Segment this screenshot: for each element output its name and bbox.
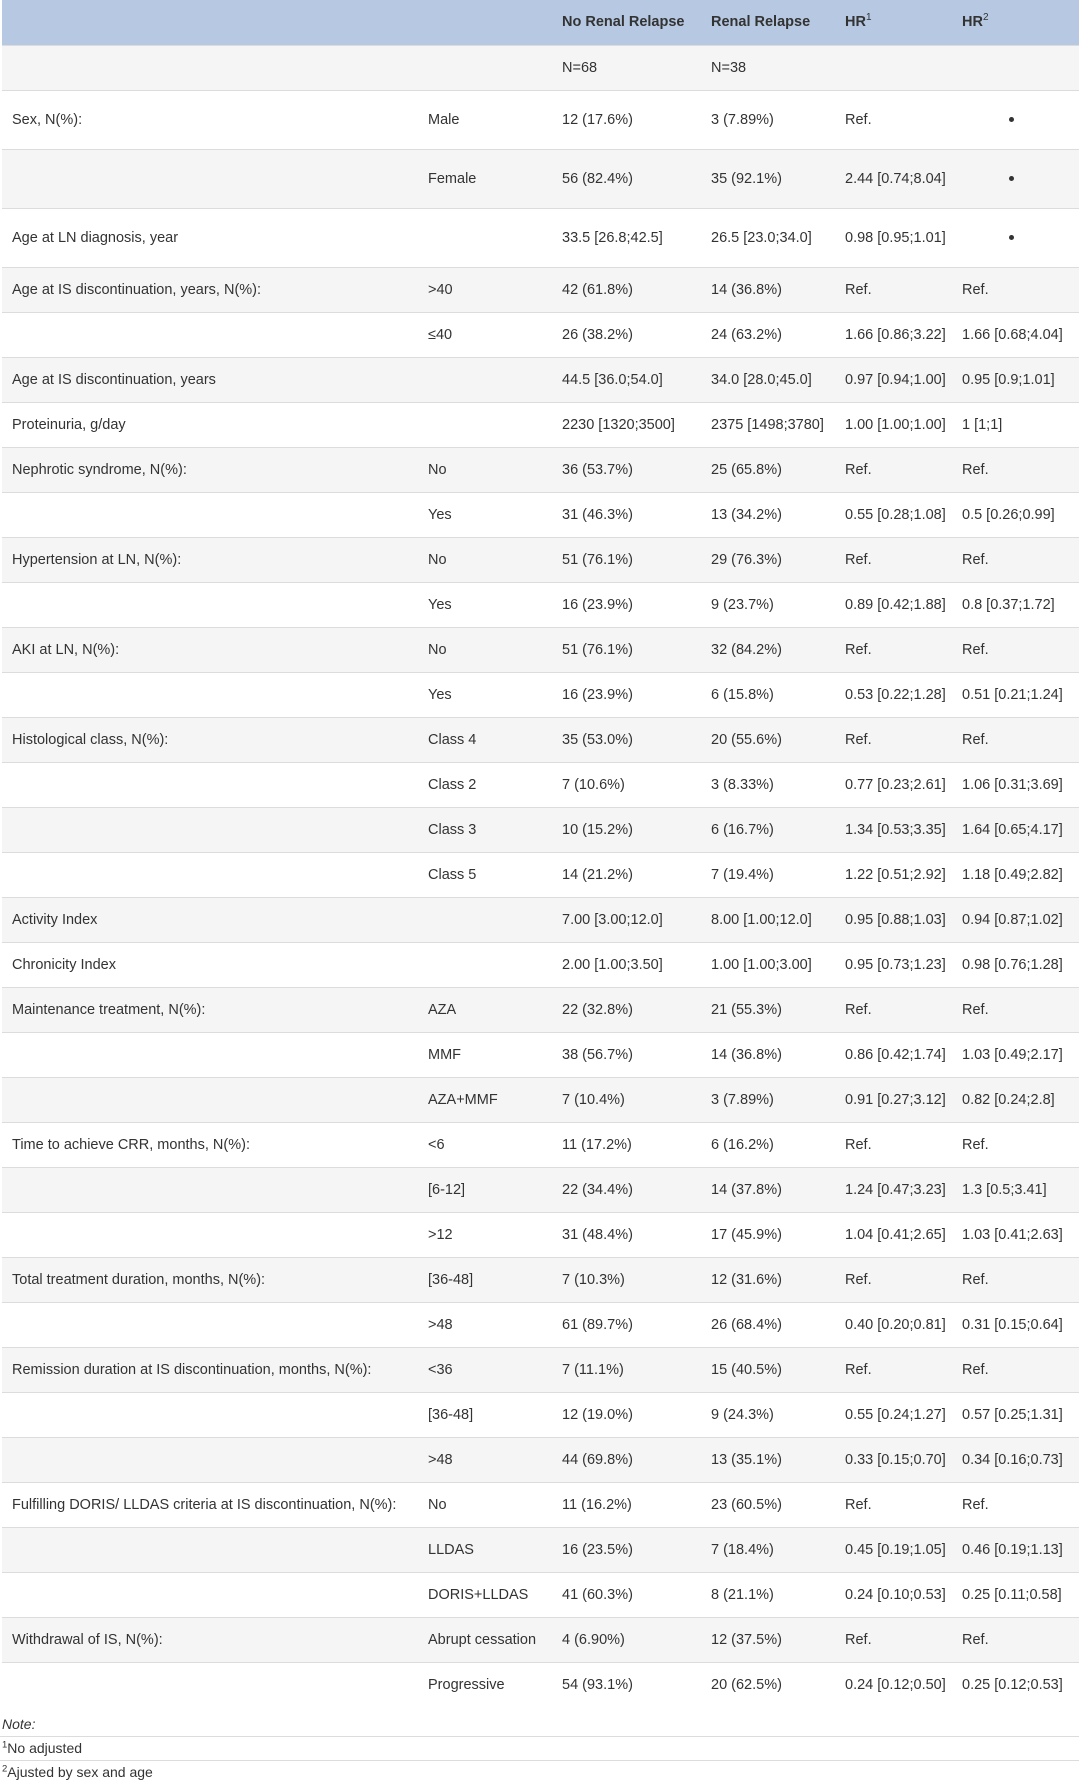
cell-no-renal-relapse: 41 (60.3%): [552, 1572, 701, 1617]
table-row: [2, 852, 1079, 897]
cell-hr2: Ref.: [952, 447, 1079, 492]
cell-hr2: [952, 90, 1079, 149]
cell-variable: [2, 149, 418, 208]
cell-no-renal-relapse: 7 (11.1%): [552, 1347, 701, 1392]
cell-variable: Withdrawal of IS, N(%):: [2, 1617, 418, 1662]
table-row: [2, 267, 1079, 312]
cell-renal-relapse: 32 (84.2%): [701, 627, 835, 672]
cell-variable: Age at LN diagnosis, year: [2, 208, 418, 267]
bullet-marker: [1009, 117, 1014, 122]
cell-no-renal-relapse: 42 (61.8%): [552, 267, 701, 312]
cell-hr2: 1.03 [0.41;2.63]: [952, 1212, 1079, 1257]
cell-no-renal-relapse: 16 (23.9%): [552, 672, 701, 717]
cell-renal-relapse: 13 (35.1%): [701, 1437, 835, 1482]
cell-level: No: [418, 1482, 552, 1527]
cell-hr2: Ref.: [952, 987, 1079, 1032]
cell-hr1: 0.45 [0.19;1.05]: [835, 1527, 952, 1572]
cell-no-renal-relapse: 7 (10.6%): [552, 762, 701, 807]
cell-variable: [2, 312, 418, 357]
table-row: [2, 447, 1079, 492]
table-row: [2, 492, 1079, 537]
cell-hr1: 0.97 [0.94;1.00]: [835, 357, 952, 402]
table-row: [2, 1437, 1079, 1482]
table-row: [2, 1347, 1079, 1392]
bullet-marker: [1009, 176, 1014, 181]
cell-no-renal-relapse: 51 (76.1%): [552, 627, 701, 672]
cell-renal-relapse: 17 (45.9%): [701, 1212, 835, 1257]
cell-variable: Sex, N(%):: [2, 90, 418, 149]
cell-renal-relapse: 20 (55.6%): [701, 717, 835, 762]
cell-hr1: 0.95 [0.88;1.03]: [835, 897, 952, 942]
footnote-1-marker: 1: [2, 1739, 8, 1751]
table-row: [2, 1212, 1079, 1257]
table-row: [2, 762, 1079, 807]
cell-level: No: [418, 537, 552, 582]
table-row: [2, 45, 1079, 90]
cell-hr1: 0.55 [0.28;1.08]: [835, 492, 952, 537]
header-hr2-text: HR: [962, 14, 983, 31]
cell-level: Yes: [418, 492, 552, 537]
table-row: [2, 1167, 1079, 1212]
cell-no-renal-relapse: 2.00 [1.00;3.50]: [552, 942, 701, 987]
cell-no-renal-relapse: 26 (38.2%): [552, 312, 701, 357]
cell-variable: [2, 1527, 418, 1572]
cell-renal-relapse: 34.0 [28.0;45.0]: [701, 357, 835, 402]
table-row: [2, 1392, 1079, 1437]
cell-level: >40: [418, 267, 552, 312]
cell-no-renal-relapse: 44 (69.8%): [552, 1437, 701, 1482]
cell-level: Class 4: [418, 717, 552, 762]
cell-renal-relapse: 14 (37.8%): [701, 1167, 835, 1212]
table-row: [2, 537, 1079, 582]
cell-hr2: 1.3 [0.5;3.41]: [952, 1167, 1079, 1212]
cell-renal-relapse: 14 (36.8%): [701, 267, 835, 312]
cell-variable: [2, 852, 418, 897]
cell-no-renal-relapse: 31 (48.4%): [552, 1212, 701, 1257]
table-row: [2, 1257, 1079, 1302]
cell-hr1: Ref.: [835, 1617, 952, 1662]
cell-hr1: 0.24 [0.10;0.53]: [835, 1572, 952, 1617]
cell-hr2: 0.82 [0.24;2.8]: [952, 1077, 1079, 1122]
cell-level: [418, 897, 552, 942]
cell-level: Yes: [418, 582, 552, 627]
table-row: [2, 897, 1079, 942]
cell-variable: [2, 1212, 418, 1257]
cell-level: [6-12]: [418, 1167, 552, 1212]
cell-level: AZA: [418, 987, 552, 1032]
cell-variable: [2, 1302, 418, 1347]
cell-hr1: Ref.: [835, 1482, 952, 1527]
cell-variable: Maintenance treatment, N(%):: [2, 987, 418, 1032]
cell-hr1: Ref.: [835, 717, 952, 762]
cell-no-renal-relapse: 11 (16.2%): [552, 1482, 701, 1527]
cell-hr2: 0.25 [0.11;0.58]: [952, 1572, 1079, 1617]
cell-no-renal-relapse: 12 (17.6%): [552, 90, 701, 149]
cell-variable: Fulfilling DORIS/ LLDAS criteria at IS discontinuation, N(%):: [2, 1482, 418, 1527]
header-hr1-text: HR: [845, 14, 866, 31]
footnote-1: [0, 1736, 1079, 1760]
cell-hr1: Ref.: [835, 447, 952, 492]
cell-no-renal-relapse: 36 (53.7%): [552, 447, 701, 492]
table-row: [2, 672, 1079, 717]
header-variable: [2, 0, 418, 45]
cell-variable: [2, 1077, 418, 1122]
cell-hr1: Ref.: [835, 267, 952, 312]
header-renal-relapse: Renal Relapse: [711, 14, 811, 31]
cell-no-renal-relapse: 56 (82.4%): [552, 149, 701, 208]
cell-hr2: 1.18 [0.49;2.82]: [952, 852, 1079, 897]
cell-hr2: Ref.: [952, 1347, 1079, 1392]
table-row: [2, 807, 1079, 852]
cell-renal-relapse: 20 (62.5%): [701, 1662, 835, 1707]
cell-no-renal-relapse: N=68: [552, 45, 701, 90]
cell-variable: Activity Index: [2, 897, 418, 942]
cell-variable: [2, 672, 418, 717]
header-hr2: [952, 0, 1079, 45]
table-row: [2, 357, 1079, 402]
cell-renal-relapse: 15 (40.5%): [701, 1347, 835, 1392]
cell-renal-relapse: 8 (21.1%): [701, 1572, 835, 1617]
cell-level: ≤40: [418, 312, 552, 357]
cell-hr2: 0.31 [0.15;0.64]: [952, 1302, 1079, 1347]
cell-level: No: [418, 447, 552, 492]
header-hr1-sup: 1: [865, 12, 872, 24]
cell-renal-relapse: 2375 [1498;3780]: [701, 402, 835, 447]
note-label-line: [0, 1713, 1079, 1736]
cell-hr2: 0.95 [0.9;1.01]: [952, 357, 1079, 402]
table-row: [2, 1302, 1079, 1347]
cell-renal-relapse: 26 (68.4%): [701, 1302, 835, 1347]
cell-level: Class 5: [418, 852, 552, 897]
cell-hr2: Ref.: [952, 1482, 1079, 1527]
cell-hr1: 0.95 [0.73;1.23]: [835, 942, 952, 987]
cell-renal-relapse: 25 (65.8%): [701, 447, 835, 492]
footnote-2-text: Ajusted by sex and age: [7, 1764, 153, 1780]
results-table: [2, 0, 1079, 1707]
cell-level: <36: [418, 1347, 552, 1392]
cell-hr1: 0.53 [0.22;1.28]: [835, 672, 952, 717]
footnote-1-text: No adjusted: [7, 1740, 83, 1756]
table-row: [2, 1032, 1079, 1077]
cell-level: [418, 45, 552, 90]
cell-hr2: [952, 45, 1079, 90]
cell-hr1: 0.55 [0.24;1.27]: [835, 1392, 952, 1437]
header-no-renal-relapse: No Renal Relapse: [562, 14, 685, 31]
cell-level: LLDAS: [418, 1527, 552, 1572]
table-row: [2, 1122, 1079, 1167]
cell-no-renal-relapse: 31 (46.3%): [552, 492, 701, 537]
cell-variable: Remission duration at IS discontinuation, months, N(%):: [2, 1347, 418, 1392]
cell-renal-relapse: 23 (60.5%): [701, 1482, 835, 1527]
table-row: [2, 582, 1079, 627]
cell-level: [418, 357, 552, 402]
cell-variable: [2, 1572, 418, 1617]
cell-level: Yes: [418, 672, 552, 717]
cell-renal-relapse: 24 (63.2%): [701, 312, 835, 357]
cell-level: [418, 942, 552, 987]
cell-hr2: 1.03 [0.49;2.17]: [952, 1032, 1079, 1077]
table-row: [2, 1482, 1079, 1527]
header-level: [418, 0, 552, 45]
cell-hr2: 1.64 [0.65;4.17]: [952, 807, 1079, 852]
header-row: [2, 0, 1079, 45]
table-notes: [0, 1713, 1079, 1784]
cell-renal-relapse: 8.00 [1.00;12.0]: [701, 897, 835, 942]
cell-no-renal-relapse: 7.00 [3.00;12.0]: [552, 897, 701, 942]
cell-hr2: Ref.: [952, 717, 1079, 762]
cell-hr1: Ref.: [835, 987, 952, 1032]
cell-hr1: 1.00 [1.00;1.00]: [835, 402, 952, 447]
cell-variable: Histological class, N(%):: [2, 717, 418, 762]
cell-renal-relapse: 6 (15.8%): [701, 672, 835, 717]
cell-variable: Chronicity Index: [2, 942, 418, 987]
cell-level: Male: [418, 90, 552, 149]
cell-hr1: 1.22 [0.51;2.92]: [835, 852, 952, 897]
table-row: [2, 149, 1079, 208]
cell-hr2: 0.57 [0.25;1.31]: [952, 1392, 1079, 1437]
cell-level: [36-48]: [418, 1392, 552, 1437]
cell-hr1: Ref.: [835, 627, 952, 672]
cell-hr1: 0.98 [0.95;1.01]: [835, 208, 952, 267]
table-row: [2, 987, 1079, 1032]
cell-variable: Age at IS discontinuation, years: [2, 357, 418, 402]
cell-renal-relapse: 9 (24.3%): [701, 1392, 835, 1437]
footnote-2-marker: 2: [2, 1763, 8, 1775]
cell-variable: [2, 1032, 418, 1077]
cell-hr2: 0.46 [0.19;1.13]: [952, 1527, 1079, 1572]
table-row: [2, 90, 1079, 149]
cell-level: [418, 208, 552, 267]
cell-level: AZA+MMF: [418, 1077, 552, 1122]
cell-variable: [2, 582, 418, 627]
cell-renal-relapse: 7 (18.4%): [701, 1527, 835, 1572]
header-hr1: [835, 0, 952, 45]
cell-no-renal-relapse: 22 (32.8%): [552, 987, 701, 1032]
cell-no-renal-relapse: 61 (89.7%): [552, 1302, 701, 1347]
cell-hr1: [835, 45, 952, 90]
table-row: [2, 1617, 1079, 1662]
cell-hr1: Ref.: [835, 1257, 952, 1302]
cell-no-renal-relapse: 14 (21.2%): [552, 852, 701, 897]
cell-no-renal-relapse: 51 (76.1%): [552, 537, 701, 582]
cell-variable: [2, 1662, 418, 1707]
cell-variable: [2, 492, 418, 537]
cell-renal-relapse: 12 (37.5%): [701, 1617, 835, 1662]
cell-no-renal-relapse: 10 (15.2%): [552, 807, 701, 852]
cell-level: Female: [418, 149, 552, 208]
cell-hr2: 0.34 [0.16;0.73]: [952, 1437, 1079, 1482]
cell-hr1: 1.66 [0.86;3.22]: [835, 312, 952, 357]
cell-level: >48: [418, 1302, 552, 1347]
cell-renal-relapse: 7 (19.4%): [701, 852, 835, 897]
cell-variable: Age at IS discontinuation, years, N(%):: [2, 267, 418, 312]
cell-renal-relapse: 1.00 [1.00;3.00]: [701, 942, 835, 987]
table-row: [2, 402, 1079, 447]
cell-renal-relapse: 6 (16.7%): [701, 807, 835, 852]
cell-hr2: Ref.: [952, 537, 1079, 582]
cell-variable: Total treatment duration, months, N(%):: [2, 1257, 418, 1302]
table-header: [2, 0, 1079, 45]
cell-no-renal-relapse: 16 (23.5%): [552, 1527, 701, 1572]
cell-hr1: 0.86 [0.42;1.74]: [835, 1032, 952, 1077]
cell-variable: Time to achieve CRR, months, N(%):: [2, 1122, 418, 1167]
cell-renal-relapse: 21 (55.3%): [701, 987, 835, 1032]
cell-hr1: Ref.: [835, 1122, 952, 1167]
cell-hr2: Ref.: [952, 627, 1079, 672]
cell-hr1: 0.91 [0.27;3.12]: [835, 1077, 952, 1122]
cell-level: <6: [418, 1122, 552, 1167]
cell-hr1: 0.40 [0.20;0.81]: [835, 1302, 952, 1347]
cell-variable: Hypertension at LN, N(%):: [2, 537, 418, 582]
cell-hr1: 1.34 [0.53;3.35]: [835, 807, 952, 852]
cell-level: >48: [418, 1437, 552, 1482]
cell-renal-relapse: 14 (36.8%): [701, 1032, 835, 1077]
cell-variable: [2, 1167, 418, 1212]
cell-no-renal-relapse: 54 (93.1%): [552, 1662, 701, 1707]
cell-renal-relapse: 6 (16.2%): [701, 1122, 835, 1167]
cell-hr1: Ref.: [835, 537, 952, 582]
cell-hr2: 0.5 [0.26;0.99]: [952, 492, 1079, 537]
cell-variable: [2, 1437, 418, 1482]
cell-hr1: Ref.: [835, 90, 952, 149]
cell-level: No: [418, 627, 552, 672]
cell-hr2: Ref.: [952, 267, 1079, 312]
cell-hr1: Ref.: [835, 1347, 952, 1392]
cell-hr1: 0.89 [0.42;1.88]: [835, 582, 952, 627]
cell-hr1: 0.33 [0.15;0.70]: [835, 1437, 952, 1482]
cell-variable: AKI at LN, N(%):: [2, 627, 418, 672]
cell-renal-relapse: 3 (8.33%): [701, 762, 835, 807]
cell-renal-relapse: 26.5 [23.0;34.0]: [701, 208, 835, 267]
cell-no-renal-relapse: 4 (6.90%): [552, 1617, 701, 1662]
cell-variable: Nephrotic syndrome, N(%):: [2, 447, 418, 492]
table-row: [2, 717, 1079, 762]
cell-variable: Proteinuria, g/day: [2, 402, 418, 447]
cell-hr1: 0.24 [0.12;0.50]: [835, 1662, 952, 1707]
cell-no-renal-relapse: 38 (56.7%): [552, 1032, 701, 1077]
cell-renal-relapse: 9 (23.7%): [701, 582, 835, 627]
cell-hr1: 2.44 [0.74;8.04]: [835, 149, 952, 208]
cell-hr2: 1.06 [0.31;3.69]: [952, 762, 1079, 807]
cell-no-renal-relapse: 7 (10.3%): [552, 1257, 701, 1302]
cell-hr2: 0.51 [0.21;1.24]: [952, 672, 1079, 717]
cell-no-renal-relapse: 7 (10.4%): [552, 1077, 701, 1122]
cell-level: Abrupt cessation: [418, 1617, 552, 1662]
cell-hr2: Ref.: [952, 1257, 1079, 1302]
table-row: [2, 1662, 1079, 1707]
cell-hr2: [952, 208, 1079, 267]
cell-level: [418, 402, 552, 447]
note-label: Note:: [2, 1716, 36, 1732]
cell-no-renal-relapse: 35 (53.0%): [552, 717, 701, 762]
table-row: [2, 1527, 1079, 1572]
cell-hr2: 0.8 [0.37;1.72]: [952, 582, 1079, 627]
cell-renal-relapse: 29 (76.3%): [701, 537, 835, 582]
table-row: [2, 942, 1079, 987]
footnote-2: [0, 1760, 1079, 1784]
cell-variable: [2, 807, 418, 852]
table-row: [2, 1572, 1079, 1617]
cell-hr1: 1.24 [0.47;3.23]: [835, 1167, 952, 1212]
cell-hr2: Ref.: [952, 1617, 1079, 1662]
table-row: [2, 312, 1079, 357]
cell-hr1: 0.77 [0.23;2.61]: [835, 762, 952, 807]
cell-hr2: 1.66 [0.68;4.04]: [952, 312, 1079, 357]
header-hr2-sup: 2: [982, 12, 989, 24]
cell-no-renal-relapse: 12 (19.0%): [552, 1392, 701, 1437]
cell-no-renal-relapse: 16 (23.9%): [552, 582, 701, 627]
cell-renal-relapse: 3 (7.89%): [701, 1077, 835, 1122]
cell-variable: [2, 45, 418, 90]
cell-hr2: 0.94 [0.87;1.02]: [952, 897, 1079, 942]
bullet-marker: [1009, 235, 1014, 240]
cell-level: Progressive: [418, 1662, 552, 1707]
cell-renal-relapse: 12 (31.6%): [701, 1257, 835, 1302]
cell-no-renal-relapse: 11 (17.2%): [552, 1122, 701, 1167]
cell-no-renal-relapse: 33.5 [26.8;42.5]: [552, 208, 701, 267]
cell-no-renal-relapse: 2230 [1320;3500]: [552, 402, 701, 447]
cell-renal-relapse: N=38: [701, 45, 835, 90]
cell-hr2: 0.25 [0.12;0.53]: [952, 1662, 1079, 1707]
cell-level: [36-48]: [418, 1257, 552, 1302]
cell-hr2: [952, 149, 1079, 208]
cell-hr2: 1 [1;1]: [952, 402, 1079, 447]
cell-no-renal-relapse: 22 (34.4%): [552, 1167, 701, 1212]
table-row: [2, 208, 1079, 267]
cell-variable: [2, 1392, 418, 1437]
cell-hr2: 0.98 [0.76;1.28]: [952, 942, 1079, 987]
cell-level: >12: [418, 1212, 552, 1257]
table-row: [2, 627, 1079, 672]
cell-renal-relapse: 35 (92.1%): [701, 149, 835, 208]
cell-hr1: 1.04 [0.41;2.65]: [835, 1212, 952, 1257]
cell-renal-relapse: 13 (34.2%): [701, 492, 835, 537]
cell-variable: [2, 762, 418, 807]
cell-renal-relapse: 3 (7.89%): [701, 90, 835, 149]
cell-level: MMF: [418, 1032, 552, 1077]
cell-no-renal-relapse: 44.5 [36.0;54.0]: [552, 357, 701, 402]
cell-level: Class 3: [418, 807, 552, 852]
table-row: [2, 1077, 1079, 1122]
cell-level: DORIS+LLDAS: [418, 1572, 552, 1617]
table-body: [2, 45, 1079, 1707]
cell-hr2: Ref.: [952, 1122, 1079, 1167]
cell-level: Class 2: [418, 762, 552, 807]
